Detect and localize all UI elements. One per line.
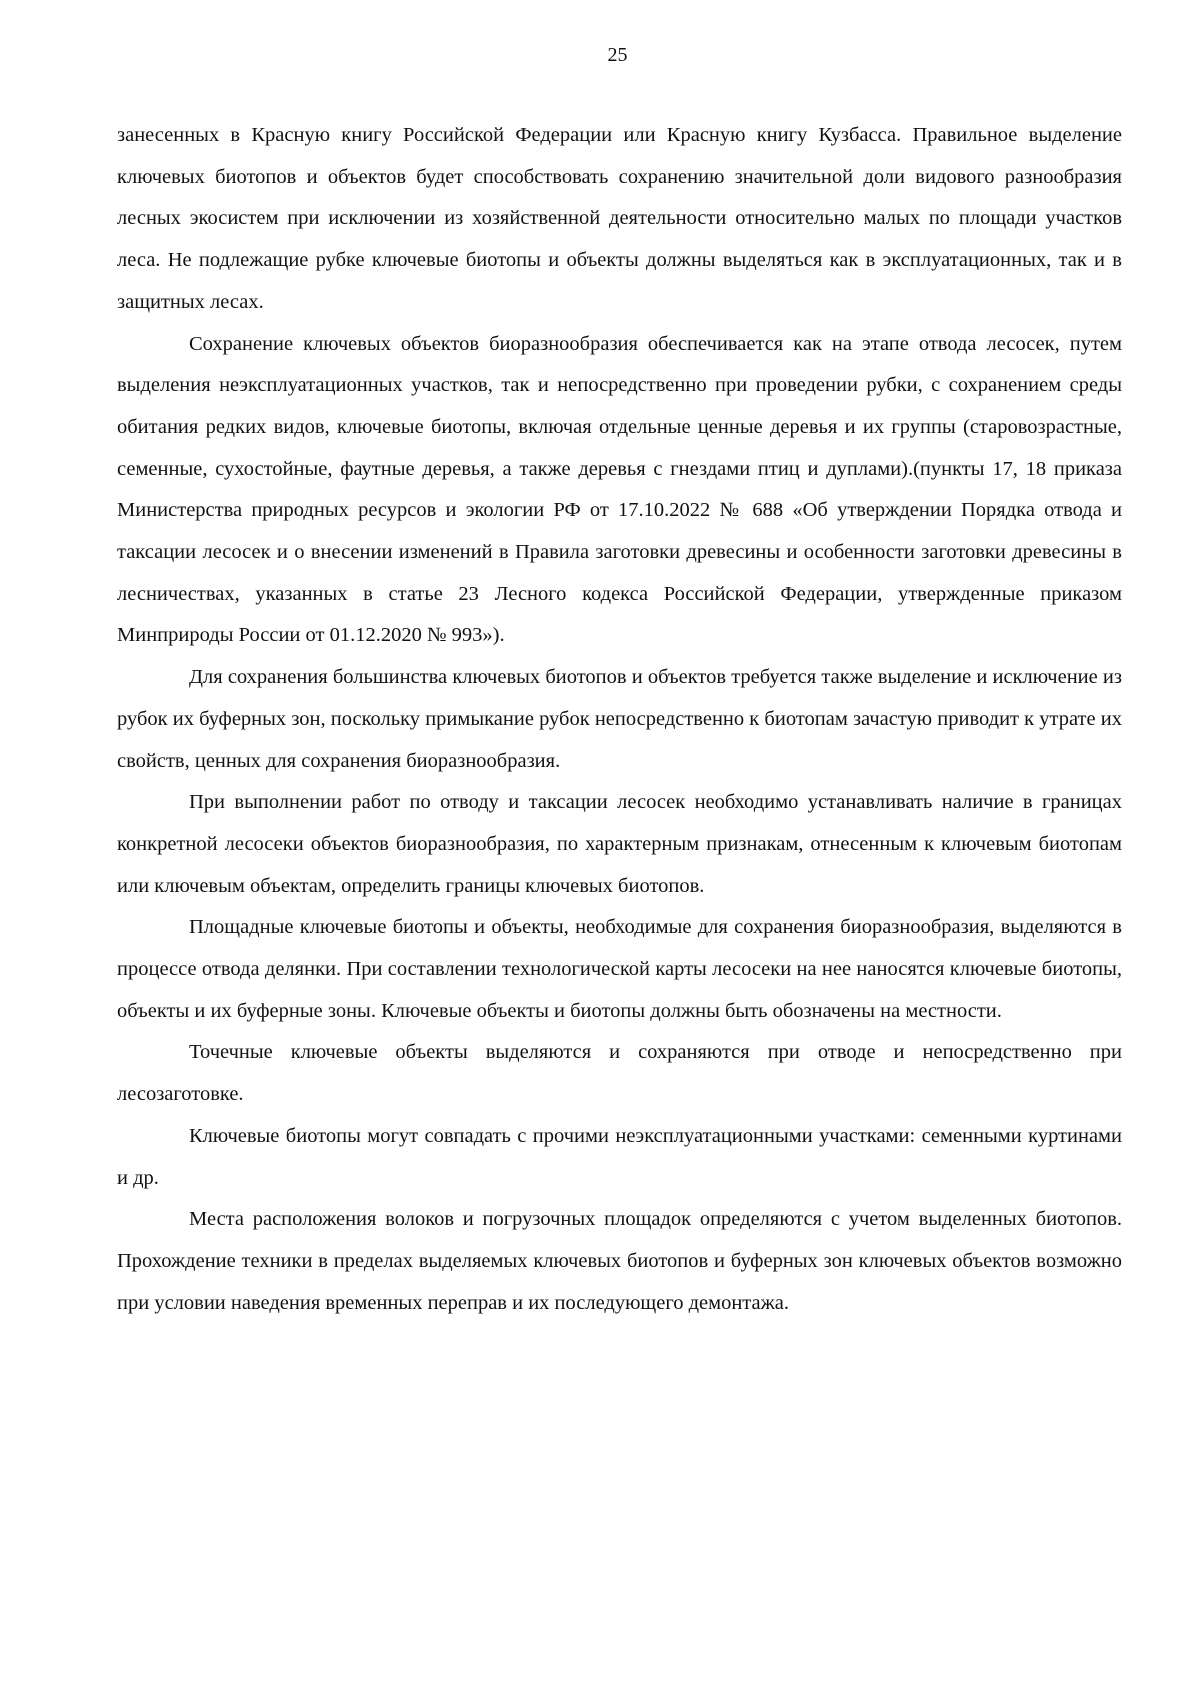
paragraph-key-objects-preservation: Сохранение ключевых объектов биоразнообразия обеспечивается как на этапе отвода лесосек, путем выделения неэксплуатационных участков, так и непосредственно при проведении рубки, с сохранением среды обитания редких видов, ключевые биотопы, включая отдельные ценные деревья и их группы (старовозрастные, семенные, сухостойные, фаутные деревья, а также деревья с гнездами птиц и дуплами).(пункты 17, 18 приказа Министерства природных ресурсов и экологии РФ от 17.10.2022 № 688 «Об утверждении Порядка отвода и таксации лесосек и о внесении изменений в Правила заготовки древесины и особенности заготовки древесины в лесничествах, указанных в статье 23 Лесного кодекса Российской Федерации, утвержденные приказом Минприроды России от 01.12.2020 № 993»). [117, 332, 1122, 647]
paragraph-point-objects: Точечные ключевые объекты выделяются и сохраняются при отводе и непосредственно при лесозаготовке. [117, 1041, 1122, 1106]
paragraph-coinciding-biotopes: Ключевые биотопы могут совпадать с прочими неэксплуатационными участками: семенными куртинами и др. [117, 1124, 1122, 1189]
paragraph-areal-biotopes: Площадные ключевые биотопы и объекты, необходимые для сохранения биоразнообразия, выделяются в процессе отвода делянки. При составлении технологической карты лесосеки на нее наносятся ключевые биотопы, объекты и их буферные зоны. Ключевые объекты и биотопы должны быть обозначены на местности. [117, 916, 1122, 1022]
paragraph-buffer-zones: Для сохранения большинства ключевых биотопов и объектов требуется также выделение и исключение из рубок их буферных зон, поскольку примыкание рубок непосредственно к биотопам зачастую приводит к утрате их свойств, ценных для сохранения биоразнообразия. [117, 666, 1122, 772]
document-body [117, 115, 1122, 1324]
paragraph-skid-trails: Места расположения волоков и погрузочных площадок определяются с учетом выделенных биотопов. Прохождение техники в пределах выделяемых ключевых биотопов и буферных зон ключевых объектов возможно при условии наведения временных переправ и их последующего демонтажа. [117, 1208, 1122, 1314]
paragraph-continuation: занесенных в Красную книгу Российской Федерации или Красную книгу Кузбасса. Правильное выделение ключевых биотопов и объектов будет способствовать сохранению значительной доли видового разнообразия лесных экосистем при исключении из хозяйственной деятельности относительно малых по площади участков леса. Не подлежащие рубке ключевые биотопы и объекты должны выделяться как в эксплуатационных, так и в защитных лесах. [117, 124, 1122, 313]
page-number: 25 [607, 44, 628, 66]
paragraph-allotment-works: При выполнении работ по отводу и таксации лесосек необходимо устанавливать наличие в границах конкретной лесосеки объектов биоразнообразия, по характерным признакам, отнесенным к ключевым биотопам или ключевым объектам, определить границы ключевых биотопов. [117, 791, 1122, 897]
